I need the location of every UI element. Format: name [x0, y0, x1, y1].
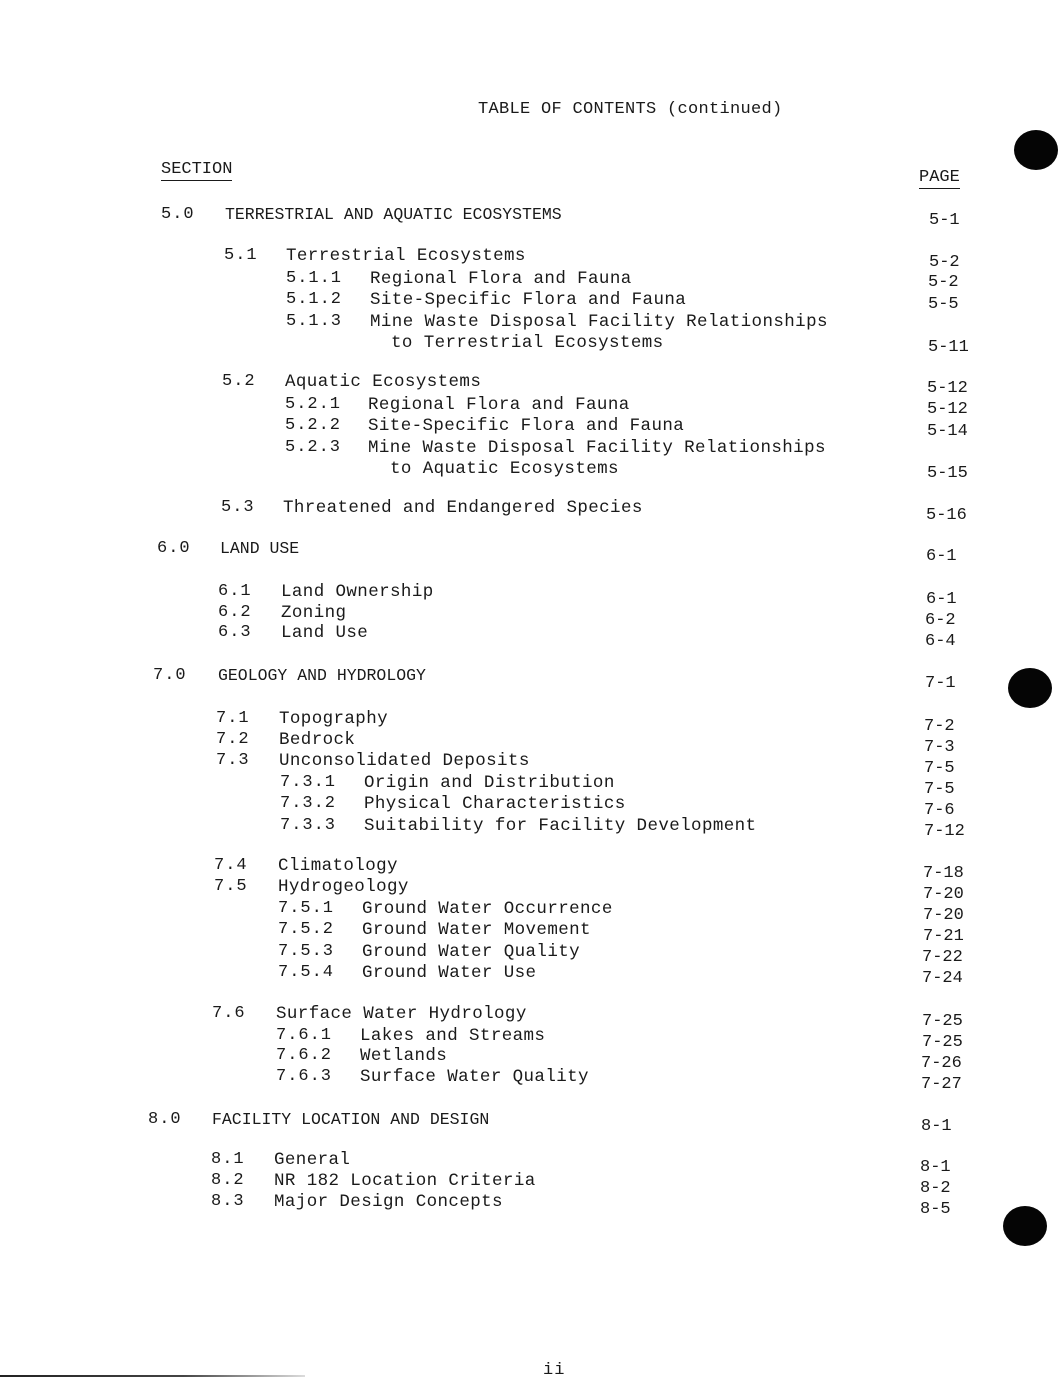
toc-entry-number: 5.1.3 [286, 312, 343, 331]
toc-entry-page: 6-2 [925, 611, 956, 630]
toc-entry-title: GEOLOGY AND HYDROLOGY [218, 666, 426, 685]
toc-entry-title: Land Use [281, 623, 369, 643]
toc-entry-number: 7.5.2 [278, 920, 335, 939]
toc-entry-page: 7-2 [924, 717, 955, 736]
toc-entry-title: Physical Characteristics [364, 794, 626, 814]
toc-entry-title: Suitability for Facility Development [364, 816, 757, 836]
toc-entry-title: Ground Water Quality [362, 942, 581, 962]
page-column-header: PAGE [919, 168, 960, 187]
toc-entry-page: 7-21 [923, 927, 964, 946]
punch-hole-icon [1014, 130, 1058, 170]
toc-entry-page: 7-24 [922, 969, 963, 988]
toc-entry-number: 6.3 [218, 623, 252, 642]
toc-entry-page: 6-4 [925, 632, 956, 651]
toc-entry-number: 5.0 [161, 205, 195, 224]
toc-entry-number: 7.5.3 [278, 942, 335, 961]
toc-entry-page: 7-20 [923, 885, 964, 904]
toc-entry-number: 8.0 [148, 1110, 182, 1129]
punch-hole-icon [1003, 1206, 1047, 1246]
toc-entry-title: Bedrock [279, 730, 356, 750]
toc-entry-page: 8-2 [920, 1179, 951, 1198]
toc-entry-title: Threatened and Endangered Species [283, 498, 643, 518]
toc-entry-page: 6-1 [926, 590, 957, 609]
toc-entry-page: 7-1 [925, 674, 956, 693]
toc-entry-number: 7.5.1 [278, 899, 335, 918]
toc-entry-number: 7.5.4 [278, 963, 335, 982]
toc-entry-title: TERRESTRIAL AND AQUATIC ECOSYSTEMS [225, 205, 562, 224]
toc-entry-number: 7.6 [212, 1004, 246, 1023]
scan-artifact-line [0, 1375, 305, 1377]
toc-entry-number: 7.2 [216, 730, 250, 749]
toc-entry-title: LAND USE [220, 539, 300, 558]
toc-entry-page: 7-27 [921, 1075, 962, 1094]
toc-entry-title: Aquatic Ecosystems [285, 372, 482, 392]
toc-entry-title: Terrestrial Ecosystems [286, 246, 526, 266]
toc-entry-number: 7.3.2 [280, 794, 337, 813]
toc-entry-title: to Terrestrial Ecosystems [391, 333, 664, 353]
toc-entry-number: 5.1 [224, 246, 258, 265]
toc-entry-number: 8.3 [211, 1192, 245, 1211]
toc-entry-title: Hydrogeology [278, 877, 409, 897]
toc-entry-title: Mine Waste Disposal Facility Relationships [368, 438, 826, 458]
toc-entry-page: 7-3 [924, 738, 955, 757]
toc-entry-title: General [274, 1150, 351, 1170]
toc-entry-number: 5.1.2 [286, 290, 343, 309]
toc-entry-title: Mine Waste Disposal Facility Relationships [370, 312, 828, 332]
punch-hole-icon [1008, 668, 1052, 708]
toc-entry-title: Origin and Distribution [364, 773, 615, 793]
page-title: TABLE OF CONTENTS (continued) [478, 100, 783, 119]
toc-entry-title: Topography [279, 709, 389, 729]
toc-entry-number: 8.1 [211, 1150, 245, 1169]
toc-entry-title: Wetlands [360, 1046, 448, 1066]
toc-entry-number: 5.2.2 [285, 416, 342, 435]
toc-entry-page: 5-12 [927, 400, 968, 419]
toc-entry-page: 5-2 [929, 253, 960, 272]
toc-entry-page: 7-20 [923, 906, 964, 925]
toc-entry-number: 7.6.1 [276, 1026, 333, 1045]
toc-entry-number: 7.3 [216, 751, 250, 770]
toc-entry-title: Surface Water Hydrology [276, 1004, 527, 1024]
toc-entry-number: 6.1 [218, 582, 252, 601]
toc-entry-title: Site-Specific Flora and Fauna [370, 290, 687, 310]
toc-entry-page: 7-5 [924, 759, 955, 778]
toc-entry-page: 5-5 [928, 295, 959, 314]
toc-entry-title: Climatology [278, 856, 398, 876]
toc-entry-page: 7-12 [924, 822, 965, 841]
toc-entry-page: 7-25 [922, 1012, 963, 1031]
toc-entry-title: FACILITY LOCATION AND DESIGN [212, 1110, 490, 1129]
toc-entry-number: 5.3 [221, 498, 255, 517]
toc-entry-page: 5-12 [927, 379, 968, 398]
toc-entry-page: 7-18 [923, 864, 964, 883]
toc-entry-page: 5-1 [929, 211, 960, 230]
toc-entry-page: 5-16 [926, 506, 967, 525]
toc-entry-number: 7.1 [216, 709, 250, 728]
toc-entry-number: 7.3.1 [280, 773, 337, 792]
toc-entry-title: NR 182 Location Criteria [274, 1171, 536, 1191]
toc-entry-number: 7.0 [153, 666, 187, 685]
toc-entry-title: Unconsolidated Deposits [279, 751, 530, 771]
toc-entry-page: 5-14 [927, 422, 968, 441]
toc-entry-number: 7.6.3 [276, 1067, 333, 1086]
toc-entry-page: 7-22 [922, 948, 963, 967]
section-column-header: SECTION [161, 160, 233, 179]
toc-entry-page: 8-1 [921, 1117, 952, 1136]
toc-entry-number: 5.1.1 [286, 269, 343, 288]
toc-entry-title: Regional Flora and Fauna [370, 269, 632, 289]
toc-entry-number: 5.2.3 [285, 438, 342, 457]
toc-entry-page: 7-26 [921, 1054, 962, 1073]
toc-entry-title: Ground Water Movement [362, 920, 591, 940]
toc-entry-page: 7-25 [922, 1033, 963, 1052]
toc-entry-number: 7.4 [214, 856, 248, 875]
toc-entry-title: Lakes and Streams [360, 1026, 546, 1046]
toc-entry-number: 5.2 [222, 372, 256, 391]
toc-entry-page: 7-5 [924, 780, 955, 799]
page-number: ii [543, 1361, 566, 1380]
toc-entry-page: 5-15 [927, 464, 968, 483]
toc-entry-page: 6-1 [926, 547, 957, 566]
toc-entry-title: Site-Specific Flora and Fauna [368, 416, 685, 436]
toc-entry-page: 8-5 [920, 1200, 951, 1219]
toc-entry-number: 6.2 [218, 603, 252, 622]
toc-entry-title: Ground Water Occurrence [362, 899, 613, 919]
toc-entry-number: 6.0 [157, 539, 191, 558]
toc-entry-number: 7.3.3 [280, 816, 337, 835]
toc-entry-title: Major Design Concepts [274, 1192, 503, 1212]
toc-entry-title: Zoning [281, 603, 347, 623]
toc-entry-number: 5.2.1 [285, 395, 342, 414]
toc-entry-page: 5-2 [928, 273, 959, 292]
toc-entry-title: Surface Water Quality [360, 1067, 589, 1087]
toc-entry-title: Regional Flora and Fauna [368, 395, 630, 415]
toc-entry-title: Ground Water Use [362, 963, 537, 983]
toc-entry-number: 7.6.2 [276, 1046, 333, 1065]
toc-entry-number: 8.2 [211, 1171, 245, 1190]
toc-entry-page: 7-6 [924, 801, 955, 820]
toc-entry-page: 5-11 [928, 338, 969, 357]
toc-entry-title: Land Ownership [281, 582, 434, 602]
toc-entry-title: to Aquatic Ecosystems [390, 459, 619, 479]
toc-entry-number: 7.5 [214, 877, 248, 896]
toc-entry-page: 8-1 [920, 1158, 951, 1177]
